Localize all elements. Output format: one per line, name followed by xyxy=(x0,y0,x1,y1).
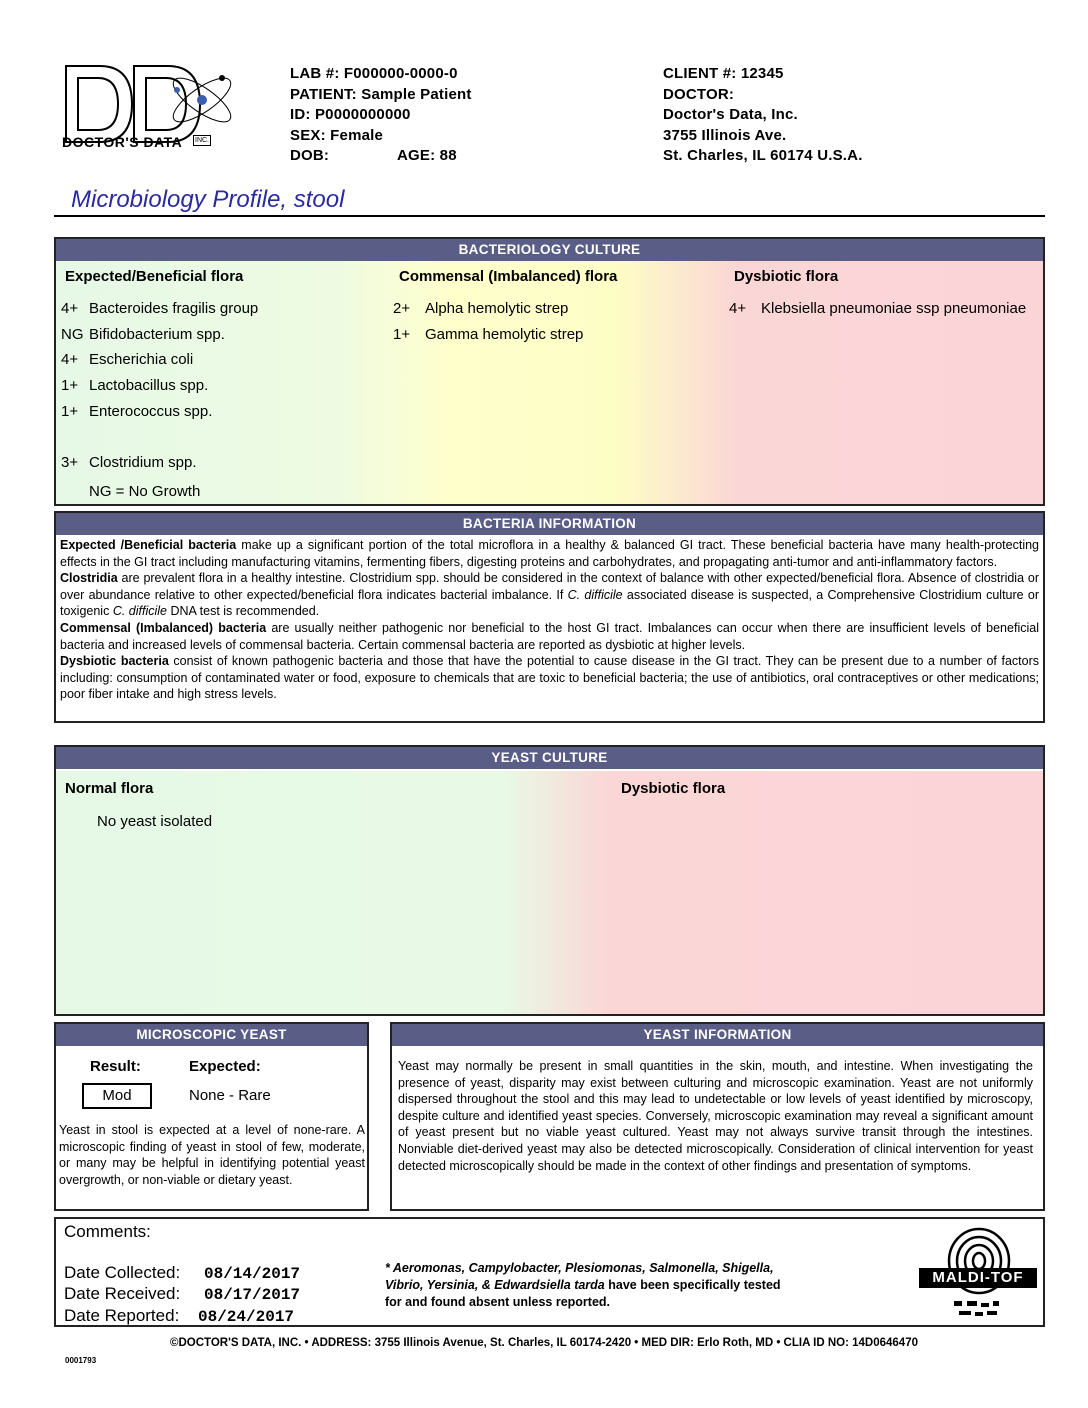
yeast-result: No yeast isolated xyxy=(97,813,213,830)
maldi-tof-logo xyxy=(919,1223,1039,1323)
expected-row: 1+ Lactobacillus spp. xyxy=(61,377,209,394)
col-expected-header: Expected/Beneficial flora xyxy=(65,268,244,285)
expected-row: 4+ Escherichia coli xyxy=(61,351,194,368)
yeast-information-panel xyxy=(390,1022,1045,1211)
result-value-box: Mod xyxy=(82,1083,152,1109)
col-commensal-header: Commensal (Imbalanced) flora xyxy=(399,268,618,285)
col-dysbiotic-header: Dysbiotic flora xyxy=(734,268,839,285)
expected-row: 4+ Bacteroides fragilis group xyxy=(61,300,259,317)
expected-label: Expected: xyxy=(189,1058,261,1075)
logo-name: DOCTOR'S DATA xyxy=(62,134,183,150)
result-label: Result: xyxy=(90,1058,141,1075)
footer-text: ©DOCTOR'S DATA, INC. • ADDRESS: 3755 Illinois Avenue, St. Charles, IL 60174-2420 • MED DIR: Erlo Roth, MD • CLIA ID NO: 14D0646470 xyxy=(170,1337,918,1349)
patient-id: ID: P0000000000 xyxy=(290,106,411,123)
lab-number: LAB #: F000000-0000-0 xyxy=(290,65,458,82)
yeast-culture-header: YEAST CULTURE xyxy=(56,747,1043,769)
yeast-info-text: Yeast may normally be present in small quantities in the skin, mouth, and intestine. When investigating the presence of yeast, disparity may exist between culturing and microscopic examination. Yeast are not uniformly dispersed throughout the stool and this may lead to undetectable or low levels of yeast identified by microscopy, despite culture and identified yeast species. Conversely, microscopic examination may reveal a significant amount of yeast present but no viable yeast cultured. Yeast may not always survive transit through the intestines. Nonviable diet-derived yeast may also be detected microscopically. Consideration of clinical intervention for yeast detected microscopically should be made in the context of other findings and presentation of symptoms. xyxy=(398,1059,1033,1173)
date-received-label: Date Received: xyxy=(64,1284,181,1303)
comments-label: Comments: xyxy=(64,1222,151,1241)
pathogen-note: * Aeromonas, Campylobacter, Plesiomonas, Salmonella, Shigella, Vibrio, Yersinia, & Edwardsiella tarda have been specifically tested for and found absent unless reported. xyxy=(385,1261,781,1309)
client-company: Doctor's Data, Inc. xyxy=(663,106,798,123)
expected-row: 3+ Clostridium spp. xyxy=(61,454,197,471)
yeast-gradient xyxy=(56,771,1043,1014)
bacteriology-culture-panel xyxy=(54,237,1045,506)
doctor-label: DOCTOR: xyxy=(663,85,735,103)
date-collected-label: Date Collected: xyxy=(64,1263,181,1282)
col-yeast-dysbiotic-header: Dysbiotic flora xyxy=(621,780,726,797)
patient-sex: SEX: Female xyxy=(290,126,384,144)
client-info-block xyxy=(663,64,863,167)
dysbiotic-row: 4+ Klebsiella pneumoniae ssp pneumoniae xyxy=(729,300,1027,317)
bacteria-information-panel xyxy=(54,511,1045,723)
dob-label: DOB: xyxy=(290,147,330,164)
date-reported-value: 08/24/2017 xyxy=(198,1308,295,1326)
yeast-culture-panel xyxy=(54,745,1045,1016)
client-address: 3755 Illinois Ave. xyxy=(663,126,787,144)
patient-info-block xyxy=(290,64,472,167)
client-city: St. Charles, IL 60174 U.S.A. xyxy=(663,147,863,164)
comments-panel xyxy=(54,1217,1045,1327)
logo-suffix: INC. xyxy=(195,137,209,144)
bacteria-info-text: Expected /Beneficial bacteria make up a significant portion of the total microflora in a healthy & balanced GI tract. These beneficial bacteria have many health-protecting effects in the GI tract including manufacturing vitamins, fermenting fibers, digesting proteins and carbohydrates, and propagating anti-tumor and anti-inflammatory factors. Clostridia are prevalent flora in a healthy intestine. Clostridium spp. should be considered in the context of balance with other expected/beneficial flora. Absence of clostridia or over abundance relative to other expected/beneficial flora indicates bacterial imbalance. If C. difficile associated disease is suspected, a Comprehensive Clostridium culture or toxigenic C. difficile DNA test is recommended. Commensal (Imbalanced) bacteria are usually neither pathogenic nor beneficial to the host GI tract. Imbalances can occur when there are insufficient levels of beneficial bacteria and increased levels of commensal bacteria. Certain commensal bacteria are reported as dysbiotic at higher levels. Dysbiotic bacteria consist of known pathogenic bacteria and those that have the potential to cause disease in the GI tract. They can be present due to a number of factors including: consumption of contaminated water or food, exposure to chemicals that are toxic to beneficial bacteria; the use of antibiotics, oral contraceptives or other medications; poor fiber intake and high stress levels. xyxy=(60,538,1039,702)
ng-legend: NG = No Growth xyxy=(89,483,201,500)
patient-name: PATIENT: Sample Patient xyxy=(290,85,472,103)
doctors-data-logo xyxy=(62,60,242,160)
microscopic-yeast-panel xyxy=(54,1022,369,1211)
microscopic-note: Yeast in stool is expected at a level of none-rare. A microscopic finding of yeast in stool of few, moderate, or many may be helpful in identifying potential yeast overgrowth, or non-viable or dietary yeast. xyxy=(59,1123,365,1187)
date-collected-value: 08/14/2017 xyxy=(204,1265,301,1283)
col-normal-header: Normal flora xyxy=(65,780,154,797)
expected-value: None - Rare xyxy=(189,1087,271,1104)
expected-row: 1+ Enterococcus spp. xyxy=(61,403,213,420)
microscopic-yeast-header: MICROSCOPIC YEAST xyxy=(56,1024,367,1046)
page-title: Microbiology Profile, stool xyxy=(71,186,345,213)
client-number: CLIENT #: 12345 xyxy=(663,65,784,82)
date-reported-label: Date Reported: xyxy=(64,1306,180,1325)
patient-age: AGE: 88 xyxy=(397,147,457,164)
expected-row: NG Bifidobacterium spp. xyxy=(61,326,225,343)
footer-code: 0001793 xyxy=(65,1356,97,1365)
yeast-info-header: YEAST INFORMATION xyxy=(392,1024,1043,1046)
bacteria-info-header: BACTERIA INFORMATION xyxy=(56,513,1043,535)
maldi-tof-label: MALDI-TOF xyxy=(919,1268,1037,1288)
commensal-row: 1+ Gamma hemolytic strep xyxy=(393,326,584,343)
title-divider xyxy=(54,215,1045,217)
commensal-row: 2+ Alpha hemolytic strep xyxy=(393,300,569,317)
date-received-value: 08/17/2017 xyxy=(204,1286,301,1304)
bacteriology-header: BACTERIOLOGY CULTURE xyxy=(56,239,1043,261)
